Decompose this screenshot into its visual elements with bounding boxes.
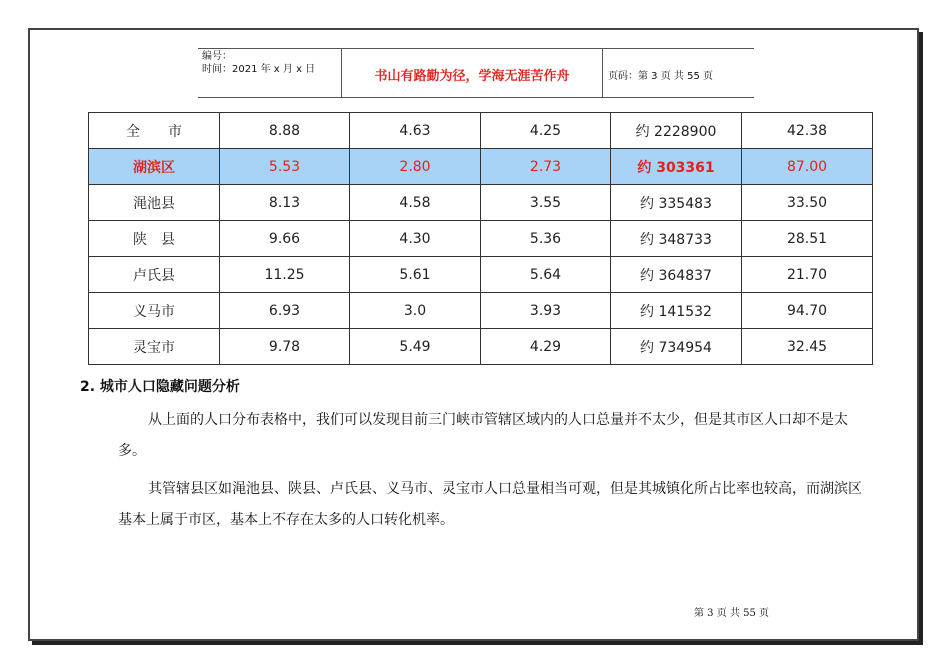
table-row [89, 257, 873, 293]
page-footer: 第 3 页 共 55 页 [694, 608, 769, 619]
table-cell: 4.30 [350, 221, 481, 257]
table-cell: 约 364837 [611, 257, 742, 293]
table-cell-region: 卢氏县 [89, 257, 220, 293]
table-cell: 11.25 [220, 257, 350, 293]
table-cell: 94.70 [742, 293, 873, 329]
table-cell: 5.53 [220, 149, 350, 185]
document-header [198, 48, 754, 98]
table-cell: 9.78 [220, 329, 350, 365]
table-cell: 87.00 [742, 149, 873, 185]
table-cell: 8.88 [220, 113, 350, 149]
table-cell: 5.36 [481, 221, 611, 257]
table-cell: 3.0 [350, 293, 481, 329]
table-cell: 约 734954 [611, 329, 742, 365]
table-cell-region: 陕 县 [89, 221, 220, 257]
table-cell: 42.38 [742, 113, 873, 149]
header-meta-cell [198, 49, 341, 97]
table-cell: 32.45 [742, 329, 873, 365]
table-cell: 约 141532 [611, 293, 742, 329]
section-title: 2. 城市人口隐藏问题分析 [80, 379, 240, 395]
table-cell: 8.13 [220, 185, 350, 221]
table-cell: 约 335483 [611, 185, 742, 221]
table-cell-region: 全 市 [89, 113, 220, 149]
table-row [89, 293, 873, 329]
table-cell: 6.93 [220, 293, 350, 329]
table-row [89, 149, 873, 185]
table-cell: 9.66 [220, 221, 350, 257]
table-cell: 28.51 [742, 221, 873, 257]
table-cell: 5.61 [350, 257, 481, 293]
page-shadow-bottom [32, 641, 923, 645]
page-shadow-right [919, 32, 923, 644]
table-cell-region: 湖滨区 [89, 149, 220, 185]
population-table [88, 112, 873, 365]
header-page-cell [602, 49, 754, 97]
paragraph-1: 从上面的人口分布表格中，我们可以发现目前三门峡市管辖区域内的人口总量并不太少，但是其市区人口却不是太多。 [118, 412, 848, 459]
table-cell: 约 348733 [611, 221, 742, 257]
table-row [89, 329, 873, 365]
paragraph-2: 其管辖县区如渑池县、陕县、卢氏县、义马市、灵宝市人口总量相当可观，但是其城镇化所占比率也较高，而湖滨区基本上属于市区，基本上不存在太多的人口转化机率。 [118, 481, 862, 528]
table-cell: 33.50 [742, 185, 873, 221]
table-cell: 4.58 [350, 185, 481, 221]
table-cell: 5.49 [350, 329, 481, 365]
table-cell-region: 灵宝市 [89, 329, 220, 365]
table-cell: 5.64 [481, 257, 611, 293]
table-cell: 2.73 [481, 149, 611, 185]
table-cell: 21.70 [742, 257, 873, 293]
table-row [89, 113, 873, 149]
number-label: 编号： [202, 51, 232, 62]
table-cell-region: 义马市 [89, 293, 220, 329]
page-code: 页码：第 3 页 共 55 页 [608, 71, 713, 82]
table-cell: 4.63 [350, 113, 481, 149]
table-cell: 3.55 [481, 185, 611, 221]
table-cell: 4.25 [481, 113, 611, 149]
time-label: 时间：2021 年 x 月 x 日 [202, 64, 316, 75]
table-cell: 约 303361 [611, 149, 742, 185]
table-cell: 约 2228900 [611, 113, 742, 149]
motto-text: 书山有路勤为径，学海无涯苦作舟 [374, 69, 570, 84]
table-cell: 4.29 [481, 329, 611, 365]
table-cell-region: 渑池县 [89, 185, 220, 221]
table-cell: 3.93 [481, 293, 611, 329]
table-row [89, 185, 873, 221]
table-row [89, 221, 873, 257]
header-motto-cell [341, 49, 603, 97]
table-cell: 2.80 [350, 149, 481, 185]
